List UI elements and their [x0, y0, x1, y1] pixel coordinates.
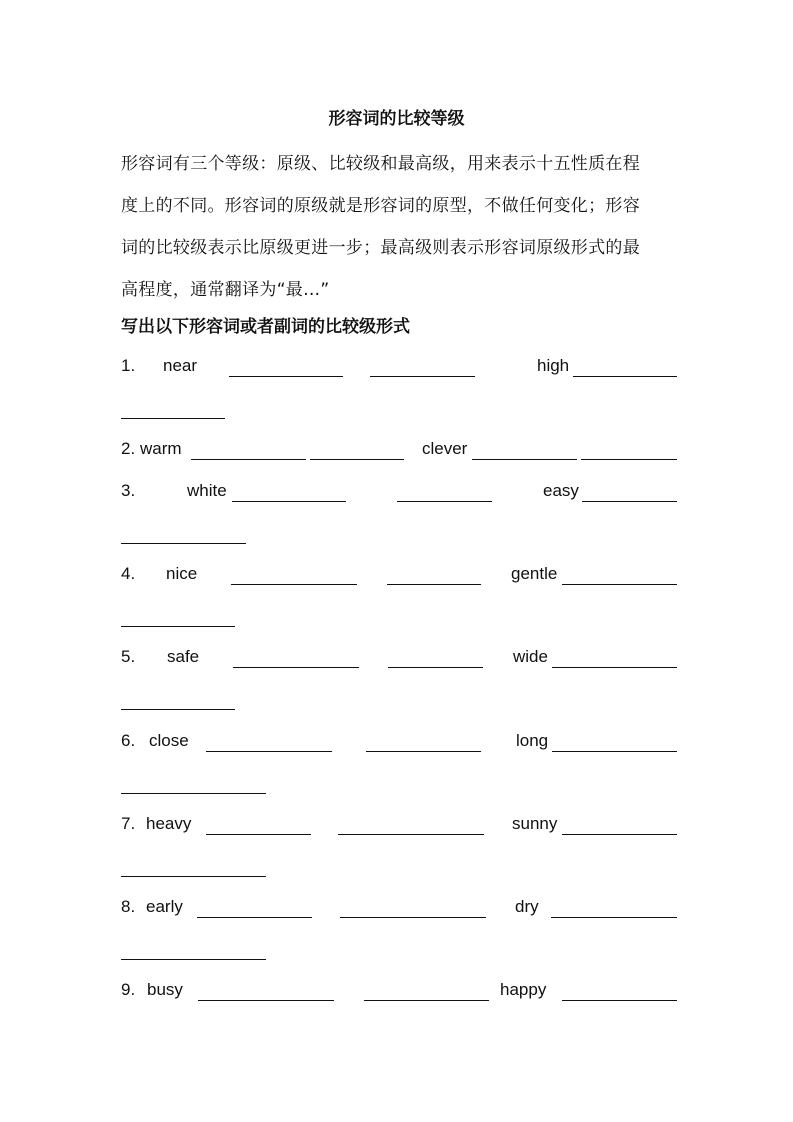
exercise-word: wide [513, 647, 548, 666]
exercise-number: 5. [121, 647, 136, 666]
exercise-row [0, 481, 793, 505]
answer-blank[interactable] [233, 667, 359, 668]
exercise-word: close [149, 731, 189, 750]
exercise-word: clever [422, 439, 468, 458]
exercise-number: 2. [121, 439, 136, 458]
answer-blank[interactable] [340, 917, 486, 918]
answer-blank[interactable] [231, 584, 357, 585]
answer-blank[interactable] [582, 501, 677, 502]
exercise-word: dry [515, 897, 539, 916]
exercise-word: safe [167, 647, 200, 666]
exercise-row-continued [0, 856, 793, 880]
answer-blank[interactable] [206, 834, 311, 835]
answer-blank[interactable] [551, 917, 677, 918]
answer-blank[interactable] [121, 709, 235, 710]
exercise-number: 8. [121, 897, 136, 916]
exercise-row [0, 356, 793, 380]
answer-blank[interactable] [370, 376, 475, 377]
exercise-word: long [516, 731, 549, 750]
exercise-number: 3. [121, 481, 136, 500]
answer-blank[interactable] [121, 418, 225, 419]
exercise-word: easy [543, 481, 579, 500]
answer-blank[interactable] [121, 793, 266, 794]
intro-line: 词的比较级表示比原级更进一步；最高级则表示形容词原级形式的最 [121, 238, 640, 258]
exercise-word: busy [147, 980, 183, 999]
exercise-row [0, 439, 793, 463]
page-title: 形容词的比较等级 [328, 109, 465, 129]
exercise-row-continued [0, 773, 793, 797]
answer-blank[interactable] [229, 376, 343, 377]
answer-blank[interactable] [198, 1000, 334, 1001]
intro-line: 度上的不同。形容词的原级就是形容词的原型，不做任何变化；形容 [121, 196, 640, 216]
answer-blank[interactable] [472, 459, 577, 460]
exercise-word: gentle [511, 564, 558, 583]
answer-blank[interactable] [206, 751, 332, 752]
answer-blank[interactable] [121, 959, 266, 960]
exercise-number: 1. [121, 356, 136, 375]
exercise-row [0, 731, 793, 755]
exercise-number: 7. [121, 814, 136, 833]
answer-blank[interactable] [364, 1000, 489, 1001]
answer-blank[interactable] [121, 543, 246, 544]
exercise-row [0, 980, 793, 1004]
answer-blank[interactable] [562, 834, 677, 835]
exercise-word: happy [500, 980, 547, 999]
exercise-row [0, 564, 793, 588]
answer-blank[interactable] [121, 876, 266, 877]
exercise-row-continued [0, 689, 793, 713]
exercise-word: high [537, 356, 570, 375]
answer-blank[interactable] [121, 626, 235, 627]
answer-blank[interactable] [581, 459, 677, 460]
intro-paragraph [121, 143, 677, 311]
answer-blank[interactable] [562, 1000, 677, 1001]
exercise-word: white [187, 481, 227, 500]
exercise-row [0, 814, 793, 838]
answer-blank[interactable] [552, 667, 677, 668]
answer-blank[interactable] [366, 751, 481, 752]
answer-blank[interactable] [338, 834, 484, 835]
exercise-number: 6. [121, 731, 136, 750]
answer-blank[interactable] [310, 459, 404, 460]
exercise-word: nice [166, 564, 198, 583]
exercise-row-continued [0, 606, 793, 630]
intro-line: 高程度，通常翻译为“最…” [121, 280, 330, 300]
exercise-row [0, 647, 793, 671]
exercise-word: heavy [146, 814, 192, 833]
exercise-word: warm [140, 439, 182, 458]
answer-blank[interactable] [232, 501, 346, 502]
answer-blank[interactable] [562, 584, 677, 585]
exercise-row-continued [0, 523, 793, 547]
answer-blank[interactable] [191, 459, 306, 460]
answer-blank[interactable] [397, 501, 492, 502]
section-heading: 写出以下形容词或者副词的比较级形式 [121, 317, 410, 337]
exercise-word: early [146, 897, 183, 916]
exercise-word: near [163, 356, 198, 375]
exercise-row-continued [0, 939, 793, 963]
exercise-row [0, 897, 793, 921]
answer-blank[interactable] [197, 917, 312, 918]
answer-blank[interactable] [387, 584, 481, 585]
answer-blank[interactable] [573, 376, 677, 377]
exercise-word: sunny [512, 814, 558, 833]
intro-line: 形容词有三个等级：原级、比较级和最高级，用来表示十五性质在程 [121, 154, 640, 174]
answer-blank[interactable] [388, 667, 483, 668]
answer-blank[interactable] [552, 751, 677, 752]
exercise-number: 4. [121, 564, 136, 583]
exercise-number: 9. [121, 980, 136, 999]
exercise-row-continued [0, 398, 793, 422]
